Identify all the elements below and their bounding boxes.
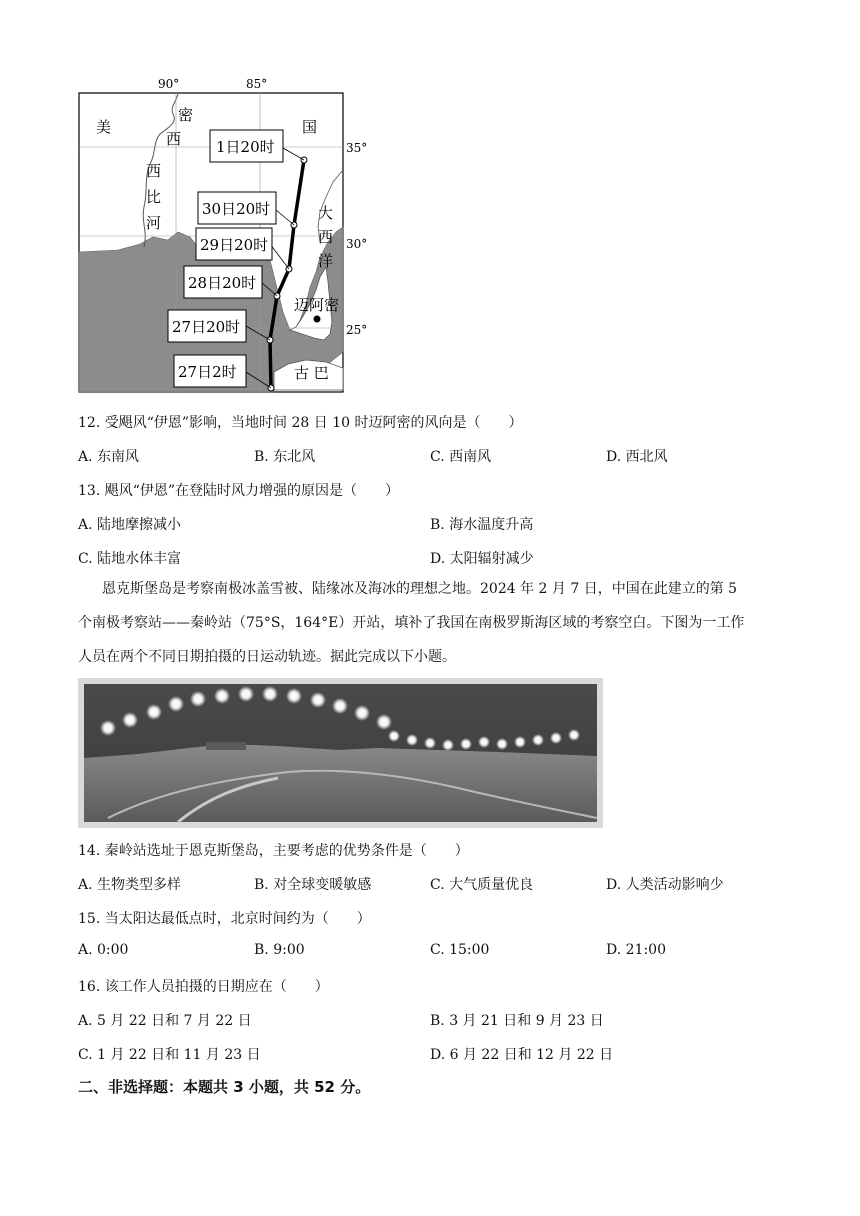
- q16-option-c[interactable]: C. 1 月 22 日和 11 月 23 日: [78, 1047, 261, 1063]
- sun-dot: [388, 730, 400, 742]
- city-label-miami: 迈阿密: [294, 296, 340, 314]
- q12-option-b[interactable]: B. 东北风: [254, 449, 316, 465]
- sun-path-photo: [78, 678, 603, 828]
- sun-dot: [406, 734, 418, 746]
- river-char-1: 密: [178, 106, 194, 124]
- q12-option-a[interactable]: A. 东南风: [78, 449, 140, 465]
- time-label-6: 27日2时: [178, 363, 237, 381]
- question-13-stem: 13. 飓风“伊恩”在登陆时风力增强的原因是（ ）: [78, 483, 400, 499]
- station-silhouette: [206, 742, 246, 750]
- q14-option-c[interactable]: C. 大气质量优良: [430, 877, 534, 893]
- q14-option-d[interactable]: D. 人类活动影响少: [606, 877, 724, 893]
- ocean-char-3: 洋: [318, 252, 334, 270]
- q12-option-d[interactable]: D. 西北风: [606, 449, 668, 465]
- q16-option-d[interactable]: D. 6 月 22 日和 12 月 22 日: [430, 1047, 614, 1063]
- ocean-char-1: 大: [318, 204, 334, 222]
- q15-option-c[interactable]: C. 15:00: [430, 942, 490, 958]
- photo-svg: [78, 678, 603, 828]
- sun-dot: [376, 714, 392, 730]
- cuba-label: 古 巴: [294, 364, 329, 382]
- q13-option-c[interactable]: C. 陆地水体丰富: [78, 551, 182, 567]
- sun-dot: [424, 737, 436, 749]
- section-heading-non-choice: 二、非选择题：本题共 3 小题，共 52 分。: [78, 1078, 371, 1096]
- question-12-stem: 12. 受飓风“伊恩”影响，当地时间 28 日 10 时迈阿密的风向是（ ）: [78, 415, 523, 431]
- ice-surface: [84, 744, 597, 822]
- sun-dot: [262, 686, 278, 702]
- passage-line-3: 人员在两个不同日期拍摄的日运动轨迹。据此完成以下小题。: [78, 649, 456, 665]
- q13-option-d[interactable]: D. 太阳辐射减少: [430, 551, 534, 567]
- time-label-5: 27日20时: [172, 318, 241, 336]
- question-16-stem: 16. 该工作人员拍摄的日期应在（ ）: [78, 979, 329, 995]
- river-char-4: 比: [146, 188, 162, 206]
- hurricane-track-map: [78, 72, 378, 394]
- sun-dot: [496, 738, 508, 750]
- map-svg: [78, 72, 378, 394]
- lon-label-90: 90°: [158, 77, 180, 91]
- q12-option-c[interactable]: C. 西南风: [430, 449, 492, 465]
- sun-dot: [550, 732, 562, 744]
- time-label-3: 29日20时: [200, 236, 269, 254]
- time-label-4: 28日20时: [188, 274, 257, 292]
- river-char-5: 河: [146, 214, 162, 232]
- q13-option-a[interactable]: A. 陆地摩擦减小: [78, 517, 182, 533]
- q15-option-d[interactable]: D. 21:00: [606, 942, 666, 958]
- sun-dot: [214, 688, 230, 704]
- river-char-2: 西: [166, 130, 182, 148]
- sun-dot: [332, 698, 348, 714]
- ocean-char-2: 西: [318, 228, 334, 246]
- question-15-stem: 15. 当太阳达最低点时，北京时间约为（ ）: [78, 911, 371, 927]
- question-14-stem: 14. 秦岭站选址于恩克斯堡岛，主要考虑的优势条件是（ ）: [78, 843, 469, 859]
- sun-dot: [100, 720, 116, 736]
- time-label-2: 30日20时: [202, 200, 271, 218]
- sun-dot: [190, 691, 206, 707]
- sun-dot: [460, 738, 472, 750]
- country-char-1: 美: [96, 118, 112, 136]
- sun-dot: [514, 736, 526, 748]
- q14-option-b[interactable]: B. 对全球变暖敏感: [254, 877, 372, 893]
- sun-dot: [532, 734, 544, 746]
- q16-option-b[interactable]: B. 3 月 21 日和 9 月 23 日: [430, 1013, 604, 1029]
- lon-label-85: 85°: [246, 77, 268, 91]
- country-char-2: 国: [302, 118, 318, 136]
- q14-option-a[interactable]: A. 生物类型多样: [78, 877, 182, 893]
- sun-dot: [238, 686, 254, 702]
- time-label-1: 1日20时: [216, 138, 275, 156]
- sun-dot: [146, 704, 162, 720]
- sun-dot: [286, 688, 302, 704]
- lat-label-35: 35°: [346, 141, 368, 155]
- sun-dot: [568, 729, 580, 741]
- q16-option-a[interactable]: A. 5 月 22 日和 7 月 22 日: [78, 1013, 252, 1029]
- q15-option-a[interactable]: A. 0:00: [78, 942, 129, 958]
- passage-line-1: 恩克斯堡岛是考察南极冰盖雪被、陆缘冰及海冰的理想之地。2024 年 2 月 7 日，中国在此建立的第 5: [102, 581, 738, 597]
- q13-option-b[interactable]: B. 海水温度升高: [430, 517, 534, 533]
- lat-label-30: 30°: [346, 237, 368, 251]
- sun-dot: [310, 692, 326, 708]
- sun-dot: [478, 736, 490, 748]
- sun-dot: [354, 705, 370, 721]
- river-char-3: 西: [146, 162, 162, 180]
- lat-label-25: 25°: [346, 323, 368, 337]
- sun-dot: [168, 696, 184, 712]
- passage-line-2: 个南极考察站——秦岭站（75°S，164°E）开站，填补了我国在南极罗斯海区域的考察空白。下图为一工作: [78, 615, 745, 631]
- q15-option-b[interactable]: B. 9:00: [254, 942, 305, 958]
- sun-dot: [122, 712, 138, 728]
- sun-dot: [442, 739, 454, 751]
- miami-dot: [314, 316, 321, 323]
